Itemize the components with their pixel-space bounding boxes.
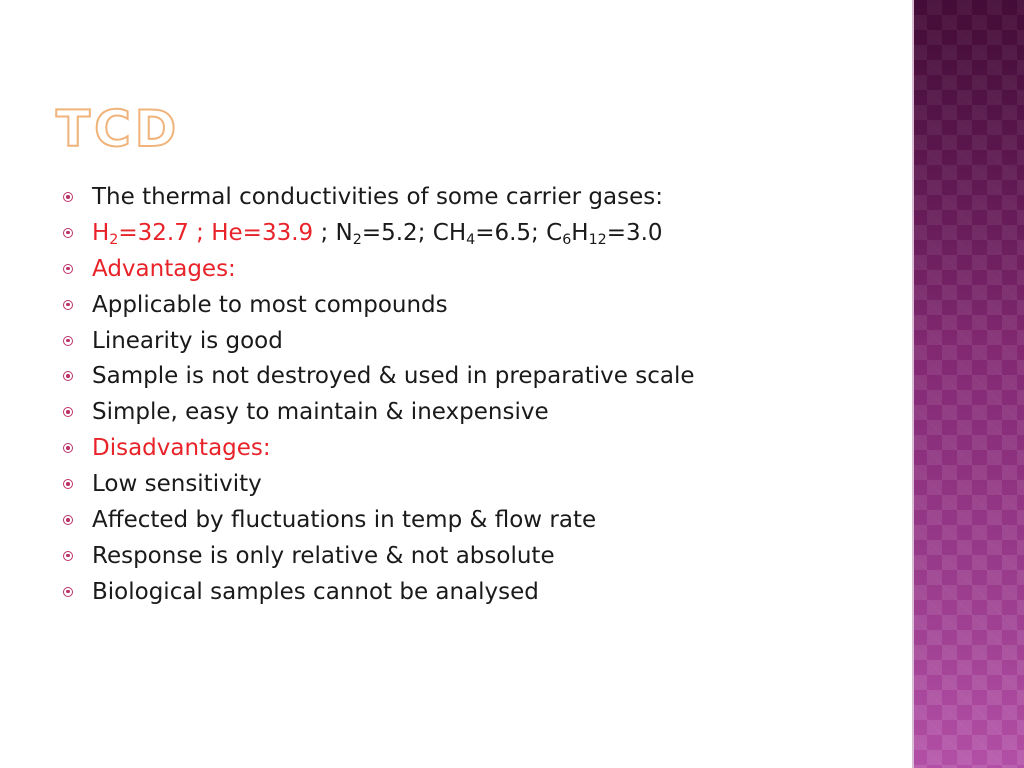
bullet-text: Biological samples cannot be analysed — [92, 578, 539, 605]
side-panel-edge — [912, 0, 914, 768]
bullet-item — [62, 359, 695, 395]
bullet-text: Linearity is good — [92, 327, 283, 354]
bullet-text: Low sensitivity — [92, 471, 262, 498]
bullet-text: Sample is not destroyed & used in preparative scale — [92, 363, 695, 390]
bullet-item — [62, 539, 695, 575]
bullet-text: Response is only relative & not absolute — [92, 542, 555, 569]
ch4-value: $CH_4=6.5$; — [432, 219, 547, 248]
bullet-item-heading — [62, 252, 695, 288]
bullet-item-heading — [62, 431, 695, 467]
bullet-list — [62, 180, 695, 611]
bullet-icon — [63, 336, 73, 346]
bullet-text: The thermal conductivities of some carrier gases: — [92, 184, 663, 210]
bullet-icon — [63, 192, 73, 202]
bullet-icon — [63, 515, 73, 525]
bullet-icon — [63, 551, 73, 561]
slide-title: TCD — [56, 100, 181, 158]
bullet-icon — [63, 479, 73, 489]
bullet-icon — [63, 264, 73, 274]
bullet-icon — [63, 300, 73, 310]
c6h12-value: $C_6H_{12}=3.0$ — [546, 219, 663, 248]
bullet-item — [62, 180, 695, 216]
advantages-heading: Advantages: — [92, 255, 236, 282]
bullet-item — [62, 575, 695, 611]
bullet-item-formula: $H_2=32.7$ ; He=33.9 ; $N_2=5.2$; $CH_4=6.5$; $C_6H_{12}=3.0$ — [62, 216, 695, 252]
decorative-side-panel — [912, 0, 1024, 768]
bullet-text: Affected by fluctuations in temp & flow rate — [92, 507, 597, 534]
bullet-item — [62, 288, 695, 324]
bullet-item — [62, 467, 695, 503]
bullet-item — [62, 503, 695, 539]
n2-value: $N_2=5.2$; — [335, 219, 433, 248]
bullet-icon — [63, 443, 73, 453]
bullet-icon — [63, 587, 73, 597]
h2-value: $H_2=32.7$ ; He=33.9 — [92, 219, 314, 248]
bullet-icon — [63, 371, 73, 381]
bullet-text: Applicable to most compounds — [92, 291, 448, 318]
bullet-icon — [63, 407, 73, 417]
bullet-item — [62, 395, 695, 431]
bullet-item — [62, 324, 695, 360]
bullet-icon — [63, 228, 73, 238]
he-value: He=33.9 — [211, 219, 314, 246]
disadvantages-heading: Disadvantages: — [92, 435, 271, 462]
bullet-text: Simple, easy to maintain & inexpensive — [92, 399, 549, 426]
